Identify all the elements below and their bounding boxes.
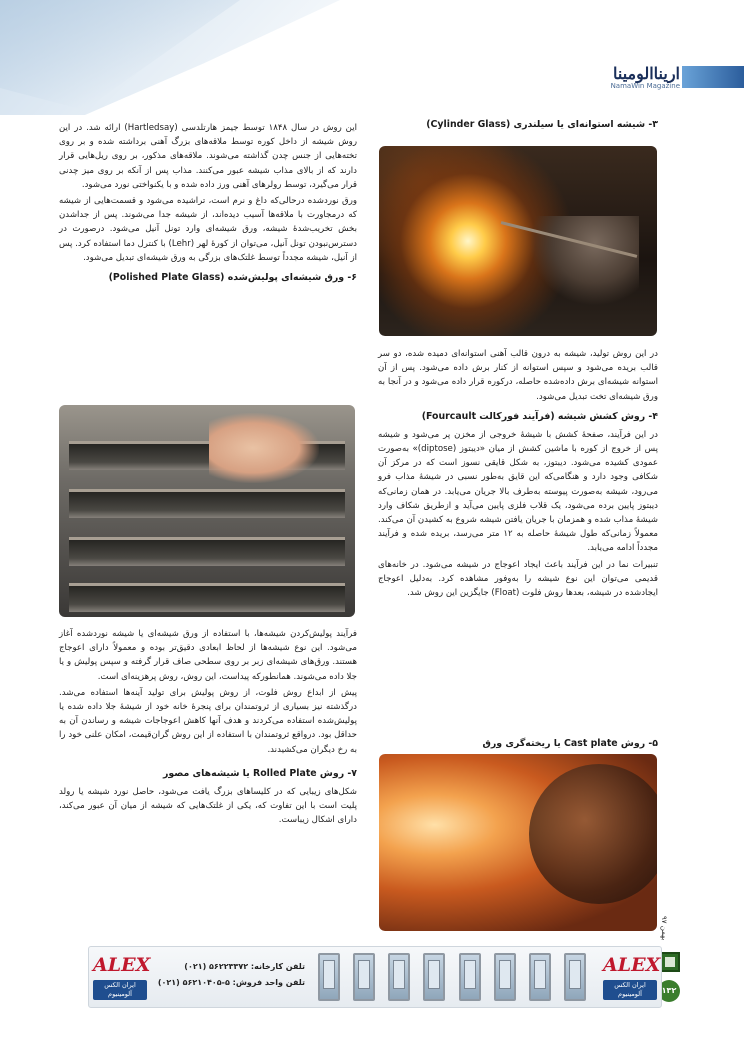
window-frame-icon	[564, 953, 586, 1001]
advertisement-banner[interactable]	[88, 946, 662, 1008]
window-frame-icon	[494, 953, 516, 1001]
window-frame-icon	[529, 953, 551, 1001]
cast-plate-photo	[379, 754, 657, 931]
section-4-text-2: تنبیرات نما در این فرآیند باعث ایجاد اعوجاج در شیشه می‌شود. در خانه‌های قدیمی می‌توان این نوع شیشه را به‌وفور مشاهده کرد. به‌دلیل اعوجاج ایجادشده در شیشه، بعدها روش فلوت (Float) جایگزین این روش شد.	[378, 559, 658, 599]
ad-logo-right	[603, 953, 661, 999]
ad-window-frames	[311, 950, 593, 1004]
window-frame-icon	[318, 953, 340, 1001]
section-6-text: فرآیند پولیش‌کردن شیشه‌ها، با استفاده از ورق شیشه‌ای یا شیشه نوردشده آغاز می‌شود. این نوع شیشه‌ها از لحاظ ابعادی دقیق‌تر بوده و معمولاً دارای اعوجاج هستند. ورق‌های شیشه‌ای زبر بر روی سطحی صاف قرار گرفته و سپس پولیش و یا جلا داده می‌شوند. همانطورکه پیداست، این روش، روش پرهزینه‌ای است.	[59, 629, 357, 682]
ad-logo-left	[93, 953, 151, 999]
intro-text-2: ورق نوردشده درحالی‌که داغ و نرم است، تراشیده می‌شود و قسمت‌هایی از شیشه که درمجاورت با ملاقه‌ها آسیب دیده‌اند، از شیشه جدا می‌شوند. پس از جداشدن بخش تخریب‌شدهٔ شیشه، ورق شیشه‌ای وارد تونل آنیل می‌شود. درصورت در دسترس‌نبودن تونل آنیل، می‌توان از کورهٔ لهر (Lehr) با کنترل دما استفاده کرد. پس از آنیل، شیشه مجدداً توسط غلتک‌های بزرگی به ورق شیشه‌ای تبدیل می‌شود.	[59, 196, 358, 263]
tray-shape	[69, 583, 345, 612]
ad-brand: ALEX	[603, 954, 661, 976]
hand-shape	[209, 413, 319, 483]
ad-factory-phone: تلفن کارخانه: ۵۶۲۲۳۳۷۲ (۰۲۱)	[184, 962, 305, 971]
section-4-heading: ۴- روش کشش شیشه (فرآیند فورکالت Fourcault)	[421, 410, 658, 422]
left-column-body	[59, 627, 357, 829]
section-3-heading: ۳- شیشه استوانه‌ای یا سیلندری (Cylinder Glass)	[426, 119, 658, 130]
window-frame-icon	[459, 953, 481, 1001]
right-column-s5	[378, 737, 658, 755]
masthead-subtitle: NamaWin Magazine	[610, 82, 680, 90]
ad-sales-phone: تلفن واحد فروش: ۵-۵۶۲۱۰۴۰۵ (۰۲۱)	[157, 978, 305, 987]
page-number: ۱۳۲	[658, 980, 680, 1002]
ad-brand-sub: ایران الکس آلومینیوم	[93, 980, 147, 1000]
section-4-text: در این فرآیند، صفحهٔ کشش با شیشهٔ خروجی از مخزن پر می‌شود و شیشه پس از خروج از کوره با ماشین کشش از میان «دیبتوز (diptose)» به‌صورت عمودی کشیده می‌شود. دیبتوز، به شکل قایقی نسوز است که در مرکز آن شکافی وجود دارد و هنگامی‌که این قایق به‌طور نسبی در شیشهٔ مذاب فرو می‌رود، شیشه به‌صورت پیوسته به‌طرف بالا جریان می‌یابد. در همان زمانی‌که دیبتوز پایین برده می‌شود، یک قلاب فلزی پایین می‌آید و ازطریق شکاف وارد شیشهٔ مذاب شده و همزمان با جریان یافتن شیشه شروع به کشیدن آن می‌کند. معمولاً زمانی‌که طول شیشهٔ حاصله به ۱۲ متر می‌رسد، بریده شده و فرآیند مجدداً ادامه می‌یابد.	[378, 429, 658, 554]
gallery-icon	[660, 952, 680, 972]
ad-brand-sub: ایران الکس آلومینیوم	[603, 980, 657, 1000]
ad-phones	[155, 959, 305, 991]
roller-shape	[529, 764, 657, 904]
window-frame-icon	[423, 953, 445, 1001]
section-7-text: شکل‌های زیبایی که در کلیساهای بزرگ یافت می‌شود، حاصل نورد شیشه یا رولد پلیت است با این تفاوت که، یکی از غلتک‌هایی که شیشه از میان آن عبور می‌کند، دارای اشکال زیباست.	[59, 786, 357, 826]
cylinder-glass-photo	[379, 146, 657, 336]
window-frame-icon	[388, 953, 410, 1001]
issue-label: بهمن ۹۷	[660, 916, 668, 941]
tray-shape	[69, 537, 345, 566]
intro-text: این روش در سال ۱۸۴۸ توسط جیمز هارتلدسی (Hartledsay) ارائه شد. در این روش شیشه از داخل کوره توسط ملاقه‌های بزرگ آهنی برداشته شده و بر روی تخته‌هایی از جنس چدن گذاشته می‌شوند. ملاقه‌های مذکور، بر روی ریل‌هایی قرار دارند که از بالای مذاب شیشه عبور می‌کنند. مذاب پس از آنکه بر روی میز چدنی قرار می‌گیرد، توسط رولرهای آهنی ورز داده شده و با یکنواختی نورد می‌شود.	[59, 123, 357, 190]
section-5-heading: ۵- روش Cast plate یا ریخته‌گری ورق	[482, 738, 658, 749]
ad-brand: ALEX	[93, 954, 151, 976]
masthead-title: اریناالومینا	[612, 64, 680, 83]
section-6-heading: ۶- ورق شیشه‌ای پولیش‌شده (Polished Plate Glass)	[108, 272, 357, 284]
section-6-text-2: پیش از ابداع روش فلوت، از روش پولیش برای تولید آینه‌ها استفاده می‌شد. درگذشته نیز بسیاری از ثروتمندان برای پنجرهٔ خانه خود از شیشهٔ جلا داده شده یا پولیش‌شده استفاده می‌کردند و هدف آنها کاهش اعوجاجات شیشه و رساندن آن به حداقل بود. درواقع ثروتمندان با استفاده از این روش گران‌قیمت، امکان علنی خود را به رخ دیگران می‌کشیدند.	[59, 687, 357, 755]
masthead	[540, 66, 680, 88]
right-column-body	[378, 347, 658, 602]
section-3-text: در این روش تولید، شیشه به درون قالب آهنی استوانه‌ای دمیده شده، دو سر قالب بریده می‌شود و سپس استوانه از کنار برش داده می‌شود. پس از آن استوانه شیشه‌ای برش داده‌شده حاصله، درکوره قرار داده می‌شود و در آنجا به ورق شیشه‌ای تخت تبدیل می‌شود.	[378, 349, 658, 402]
masthead-color-strip	[682, 66, 744, 88]
window-frame-icon	[353, 953, 375, 1001]
left-column-top	[59, 121, 357, 289]
section-7-heading: ۷- روش Rolled Plate یا شیشه‌های مصور	[162, 767, 357, 779]
right-column-top	[378, 118, 658, 136]
tray-shape	[69, 489, 345, 518]
worker-arm-shape	[529, 216, 639, 306]
polished-plate-photo	[59, 405, 355, 617]
